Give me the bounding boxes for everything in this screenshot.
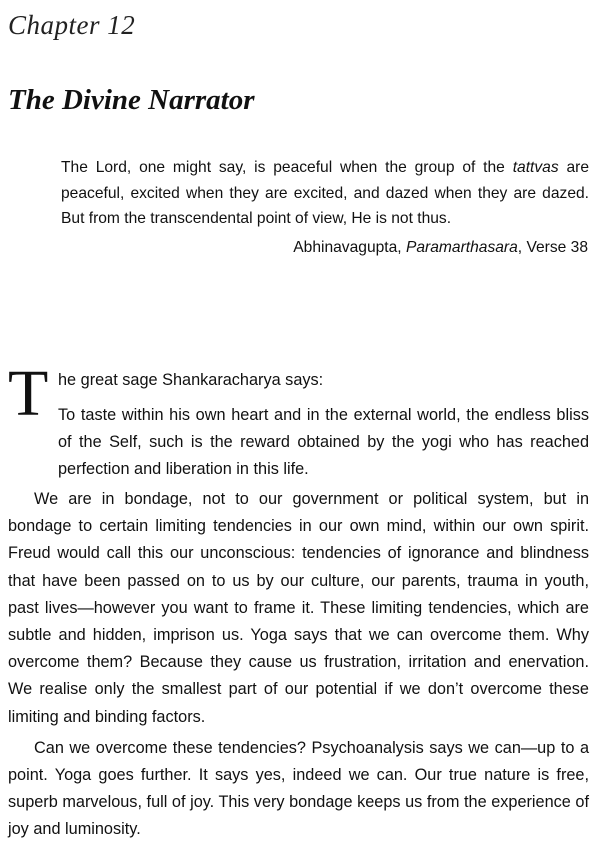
drop-cap: T — [8, 357, 49, 430]
epigraph-term: tattvas — [512, 159, 559, 176]
body-text — [8, 357, 589, 844]
epigraph-attribution — [293, 239, 588, 257]
epigraph-text-end: are peaceful, excited when they are excited, and dazed when they are dazed. But from the transcendental point of view, He is not thus. — [61, 159, 590, 227]
body-paragraph: We are in bondage, not to our government or political system, but in bondage to certain limiting tendencies in our own mind, within our own spirit. Freud would call this our unconscious: tendencies of ignorance and blindness that have been passed on to us by our culture, our parents, trauma in youth, past lives—however you want to frame it. These limiting tendencies, which are subtle and hidden, imprison us. Yoga says that we can overcome them. Why overcome them? Because they cause us frustration, irritation and enervation. We realise only the smallest part of our potential if we don’t overcome these limiting and binding factors. — [8, 490, 589, 726]
chapter-label: Chapter 12 — [8, 10, 136, 40]
epigraph-text-start: The Lord, one might say, is peaceful when the group of the — [61, 159, 513, 176]
attribution-verse: , Verse 38 — [517, 239, 588, 256]
attribution-author: Abhinavagupta, — [293, 239, 406, 256]
epigraph — [61, 155, 589, 232]
opening-line: he great sage Shankaracharya says: — [58, 371, 324, 389]
body-paragraph: Can we overcome these tendencies? Psychoanalysis says we can—up to a point. Yoga goes further. It says yes, indeed we can. Our true nature is free, superb marvelous, full of joy. This very bondage keeps us from the experience of joy and luminosity. — [8, 738, 589, 839]
chapter-title: The Divine Narrator — [8, 84, 255, 116]
attribution-work: Paramarthasara — [405, 239, 518, 256]
block-quote: To taste within his own heart and in the external world, the endless bliss of the Self, such is the reward obtained by the yogi who has reached perfection and liberation in this life. — [58, 406, 589, 478]
opening — [8, 357, 589, 430]
